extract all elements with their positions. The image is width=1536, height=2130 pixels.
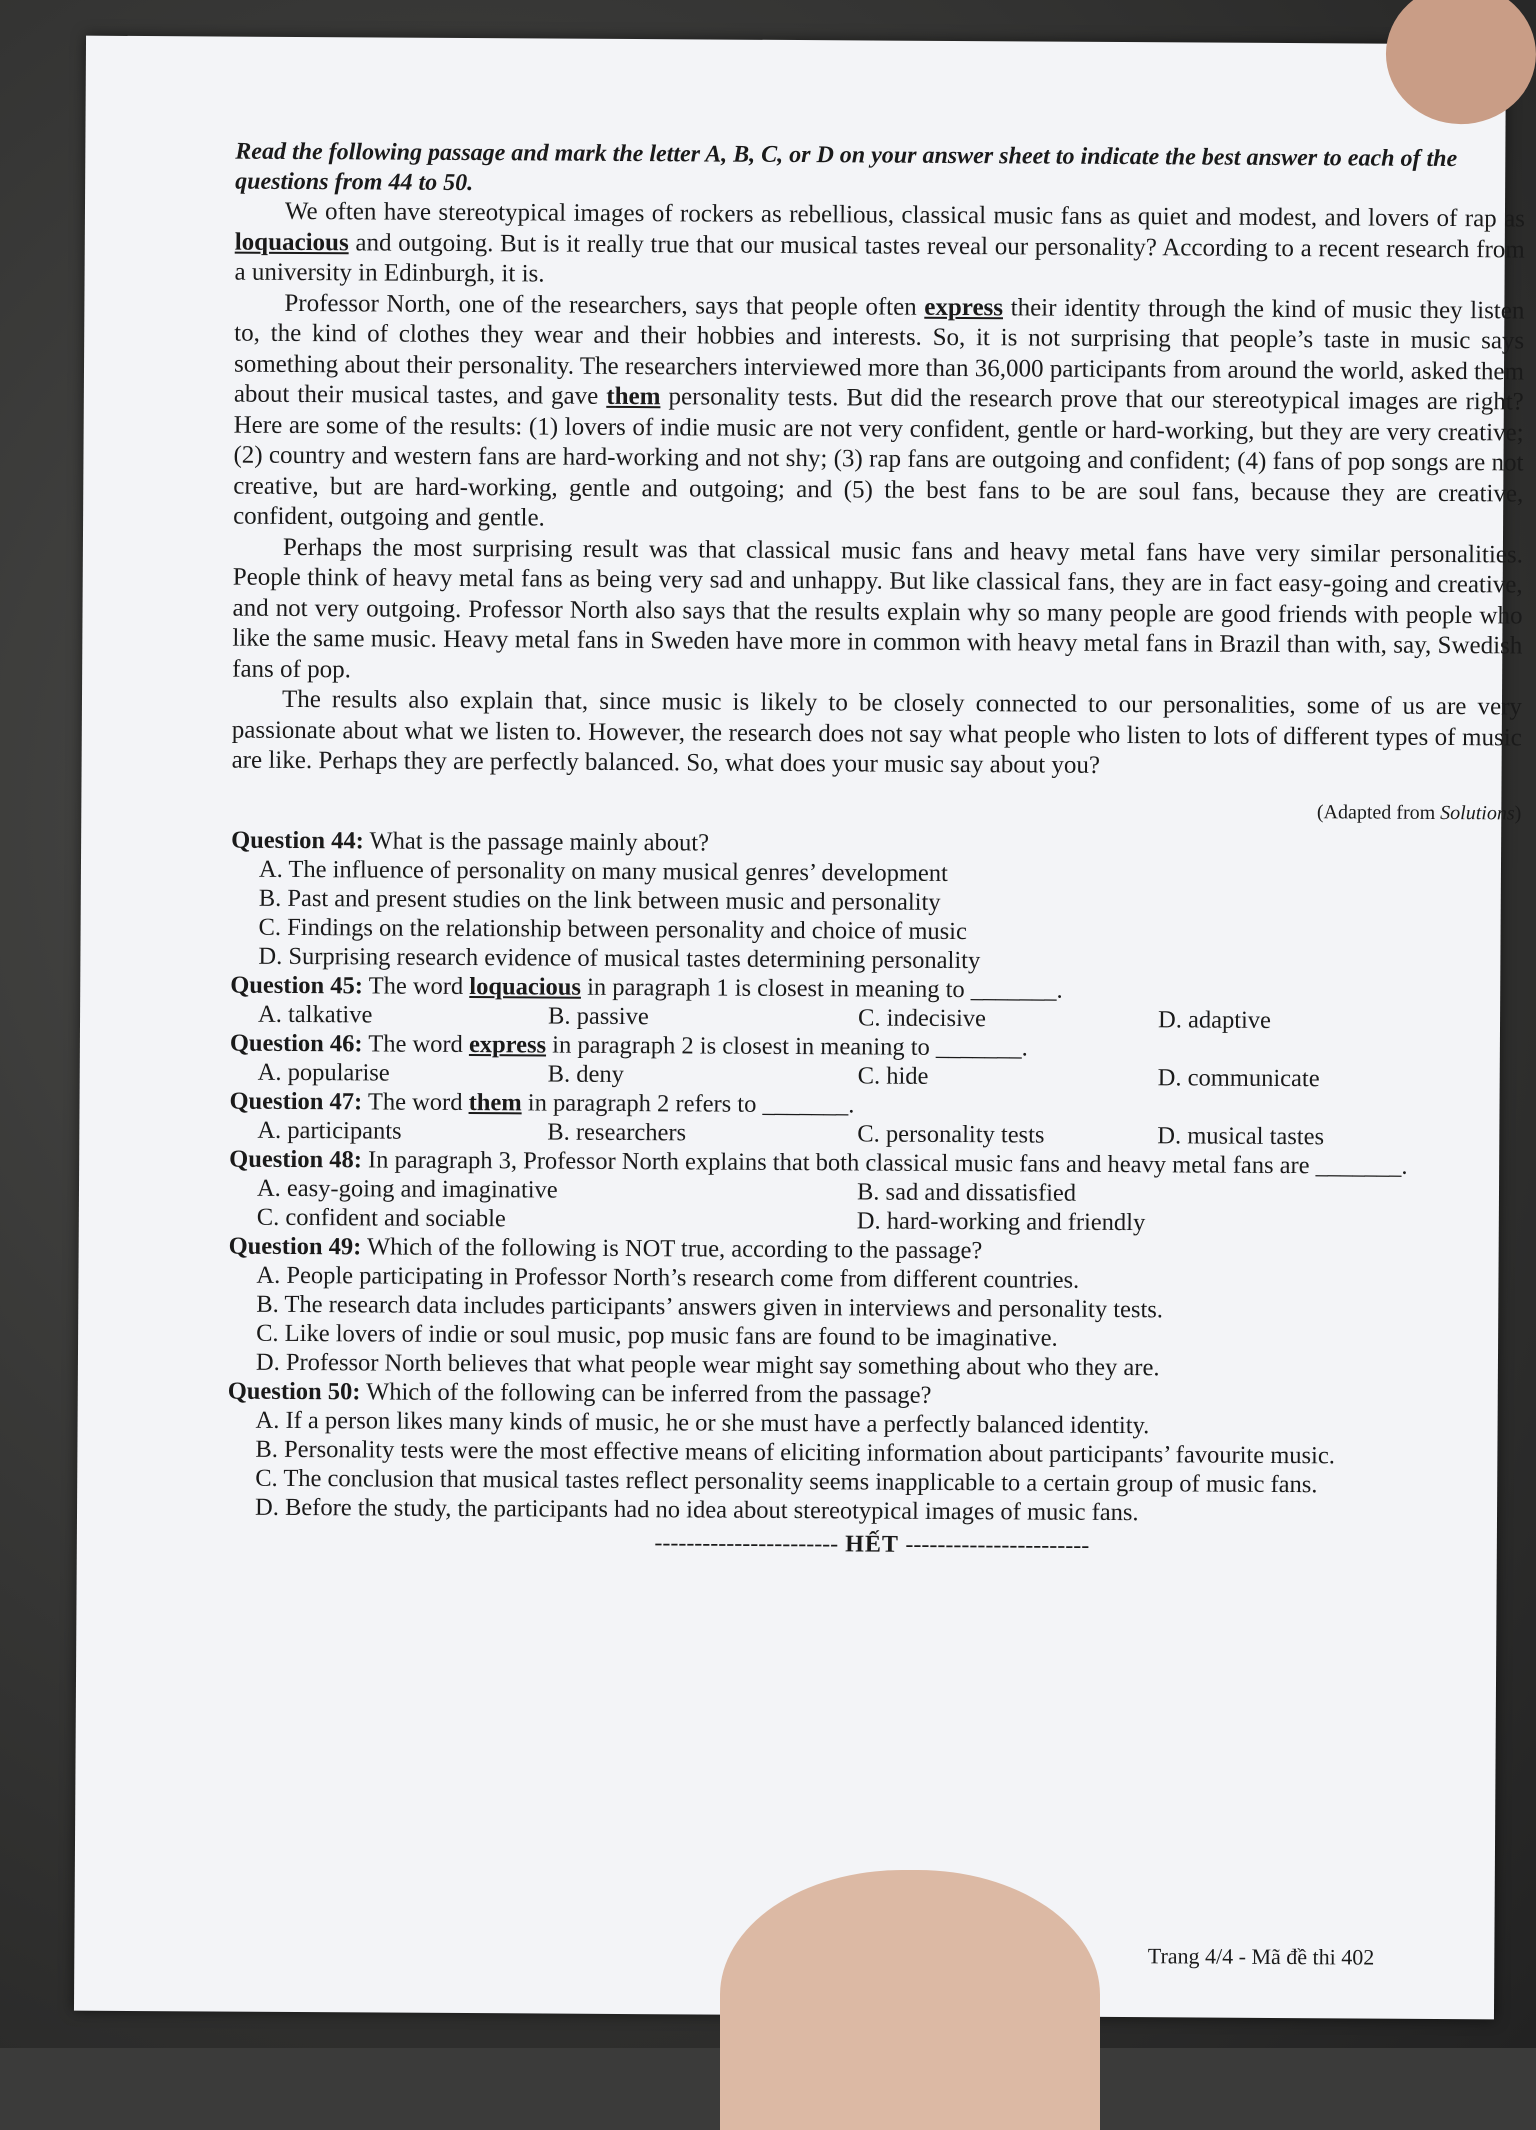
question-49: Question 49: Which of the following is NOT true, according to the passage?	[228, 1232, 983, 1264]
q44-option-d[interactable]: D. Surprising research evidence of musical tastes determining personality	[258, 942, 981, 974]
instruction: Read the following passage and mark the letter A, B, C, or D on your answer sheet to indicate the best answer to each of the questions from 44 to 50.	[235, 138, 1458, 197]
exam-sheet	[74, 36, 1526, 2020]
q48-option-c[interactable]: C. confident and sociable	[256, 1203, 506, 1232]
keyword-loquacious: loquacious	[234, 228, 349, 256]
q48-option-a[interactable]: A. easy-going and imaginative	[256, 1174, 558, 1204]
end-marker: ----------------------- HẾT -----------------------	[654, 1529, 1090, 1559]
q46-option-d[interactable]: D. communicate	[1157, 1063, 1320, 1092]
q49-option-c[interactable]: C. Like lovers of indie or soul music, pop music fans are found to be imaginative.	[256, 1319, 1058, 1352]
q45-option-c[interactable]: C. indecisive	[857, 1003, 987, 1032]
q49-option-b[interactable]: B. The research data includes participants’ answers given in interviews and personality tests.	[256, 1290, 1164, 1323]
question-44: Question 44: What is the passage mainly about?	[231, 826, 710, 857]
q44-option-b[interactable]: B. Past and present studies on the link between music and personality	[258, 884, 941, 916]
q44-option-c[interactable]: C. Findings on the relationship between personality and choice of music	[258, 913, 967, 945]
q50-option-d[interactable]: D. Before the study, the participants had no idea about stereotypical images of music fans.	[254, 1493, 1139, 1526]
q45-option-d[interactable]: D. adaptive	[1157, 1005, 1272, 1034]
sheet-content	[227, 137, 1526, 1562]
keyword-them: them	[606, 382, 661, 411]
paragraph-2: Professor North, one of the researchers, says that people often express their identity through the kind of music they listen to, the kind of clothes they wear and their hobbies and interests. So, it is not surprising that people’s taste in music says something about their personality. The researchers interviewed more than 36,000 participants from around the world, asked them about their musical tastes, and gave them personality tests. But did the research prove that our stereotypical images are right? Here are some of the results: (1) lovers of indie music are not very confident, gentle or hard-working, but they are very creative; (2) country and western fans are hard-working and not shy; (3) rap fans are outgoing and confident; (4) fans of pop songs are not creative, but are hard-working, gentle and outgoing; and (5) the best fans to be are soul fans, because they are creative, confident, outgoing and gentle.	[233, 289, 1525, 532]
q50-option-c[interactable]: C. The conclusion that musical tastes reflect personality seems inapplicable to a certain group of music fans.	[255, 1464, 1318, 1498]
q46-option-b[interactable]: B. deny	[547, 1060, 625, 1088]
q49-option-d[interactable]: D. Professor North believes that what people wear might say something about who they are.	[255, 1348, 1160, 1381]
keyword-express: express	[924, 293, 1004, 321]
q48-options	[229, 1173, 1519, 1239]
question-46: Question 46: The word express in paragraph 2 is closest in meaning to _______.	[229, 1029, 1028, 1061]
q48-option-d[interactable]: D. hard-working and friendly	[856, 1206, 1146, 1236]
q47-option-c[interactable]: C. personality tests	[857, 1119, 1045, 1149]
q50-option-a[interactable]: A. If a person likes many kinds of music, he or she must have a perfectly balanced identity.	[255, 1406, 1150, 1439]
paragraph-3: Perhaps the most surprising result was that classical music fans and heavy metal fans have very similar personalities. People think of heavy metal fans as being very sad and unhappy. But like classical fans, they are in fact easy-going and creative, and not very outgoing. Professor North also says that the results explain why so many people are good friends with people who like the same music. Heavy metal fans in Sweden have more in common with heavy metal fans in Brazil than with, say, Swedish fans of pop.	[232, 533, 1523, 683]
q47-option-a[interactable]: A. participants	[257, 1116, 402, 1145]
q45-option-b[interactable]: B. passive	[547, 1002, 649, 1030]
q45-option-a[interactable]: A. talkative	[257, 1000, 373, 1028]
q47-option-d[interactable]: D. musical tastes	[1157, 1121, 1325, 1150]
source-citation: (Adapted from Solutions)	[1316, 800, 1522, 824]
question-47: Question 47: The word them in paragraph 2 refers to _______.	[229, 1087, 855, 1118]
q47-option-b[interactable]: B. researchers	[547, 1118, 687, 1146]
question-45: Question 45: The word loquacious in paragraph 1 is closest in meaning to _______.	[230, 971, 1063, 1004]
paragraph-4: The results also explain that, since music is likely to be closely connected to our personalities, some of us are very passionate about what we listen to. However, the research does not say what people who listen to lots of different types of music are like. Perhaps they are perfectly balanced. So, what does your music say about you?	[231, 685, 1523, 779]
q49-option-a[interactable]: A. People participating in Professor North’s research come from different countries.	[256, 1261, 1080, 1294]
finger-bottom	[720, 1870, 1100, 2130]
q50-option-b[interactable]: B. Personality tests were the most effective means of eliciting information about participants’ favourite music.	[255, 1435, 1336, 1469]
q48-option-b[interactable]: B. sad and dissatisfied	[856, 1177, 1077, 1207]
question-48: Question 48: In paragraph 3, Professor North explains that both classical music fans and heavy metal fans are _______.	[229, 1145, 1408, 1180]
question-50: Question 50: Which of the following can be inferred from the passage?	[227, 1377, 932, 1409]
q44-option-a[interactable]: A. The influence of personality on many musical genres’ development	[258, 855, 948, 887]
page-footer: Trang 4/4 - Mã đề thi 402	[1147, 1943, 1375, 1970]
q46-option-a[interactable]: A. popularise	[257, 1058, 390, 1087]
paragraph-1: We often have stereotypical images of rockers as rebellious, classical music fans as quiet and modest, and lovers of rap as loquacious and outgoing. But is it really true that our musical tastes reveal our personality? According to a recent research from a university in Edinburgh, it is.	[234, 197, 1526, 288]
q46-option-c[interactable]: C. hide	[857, 1061, 929, 1090]
